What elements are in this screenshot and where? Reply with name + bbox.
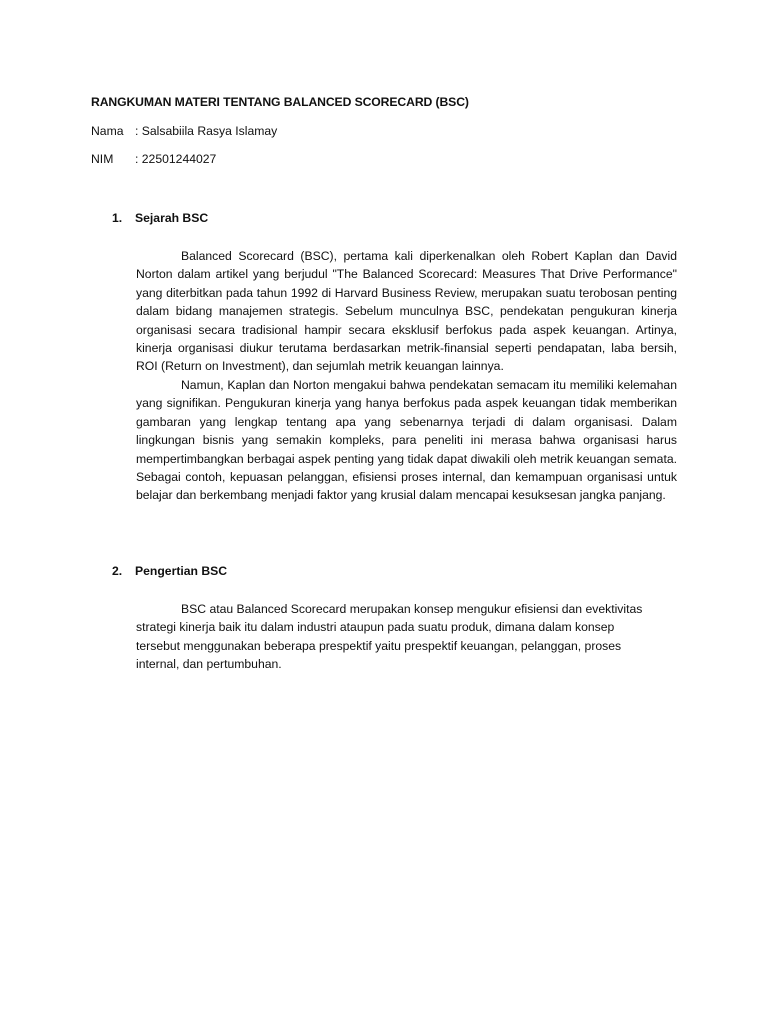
section-heading-pengertian — [112, 564, 227, 578]
document-title: RANGKUMAN MATERI TENTANG BALANCED SCORECARD (BSC) — [91, 95, 469, 109]
section-heading-sejarah — [112, 211, 208, 225]
meta-nim-row — [91, 152, 216, 166]
paragraph: BSC atau Balanced Scorecard merupakan konsep mengukur efisiensi dan evektivitas strategi kinerja baik itu dalam industri ataupun pada suatu produk, dimana dalam konsep tersebut menggunakan beberapa prespektif yaitu prespektif keuangan, pelanggan, proses internal, dan pertumbuhan. — [136, 602, 643, 672]
section-title: Pengertian BSC — [135, 564, 228, 578]
section-number: 2. — [112, 564, 123, 578]
name-value: : Salsabiila Rasya Islamay — [135, 124, 278, 138]
paragraph: Namun, Kaplan dan Norton mengakui bahwa pendekatan semacam itu memiliki kelemahan yang signifikan. Pengukuran kinerja yang hanya berfokus pada aspek keuangan tidak memberikan gambaran yang lengkap tentang apa yang sebenarnya terjadi di dalam organisasi. Dalam lingkungan bisnis yang semakin kompleks, para peneliti ini merasa bahwa organisasi harus mempertimbangkan berbagai aspek penting yang tidak dapat diwakili oleh metrik keuangan semata. Sebagai contoh, kepuasan pelanggan, efisiensi proses internal, dan kemampuan organisasi untuk belajar dan berkembang menjadi faktor yang krusial dalam mencapai kesuksesan jangka panjang. — [136, 378, 677, 503]
meta-name-row — [91, 124, 277, 138]
name-label: Nama — [91, 124, 124, 138]
nim-label: NIM — [91, 152, 114, 166]
section-number: 1. — [112, 211, 123, 225]
section-title: Sejarah BSC — [135, 211, 209, 225]
paragraph: Balanced Scorecard (BSC), pertama kali diperkenalkan oleh Robert Kaplan dan David Norton dalam artikel yang berjudul "The Balanced Scorecard: Measures That Drive Performance" yang diterbitkan pada tahun 1992 di Harvard Business Review, merupakan suatu terobosan penting dalam bidang manajemen strategis. Sebelum munculnya BSC, pendekatan pengukuran kinerja organisasi secara tradisional hampir secara eksklusif berfokus pada aspek keuangan. Artinya, kinerja organisasi diukur terutama berdasarkan metrik-finansial seperti pendapatan, laba bersih, ROI (Return on Investment), dan sejumlah metrik keuangan lainnya. — [136, 249, 677, 374]
nim-value: : 22501244027 — [135, 152, 217, 166]
